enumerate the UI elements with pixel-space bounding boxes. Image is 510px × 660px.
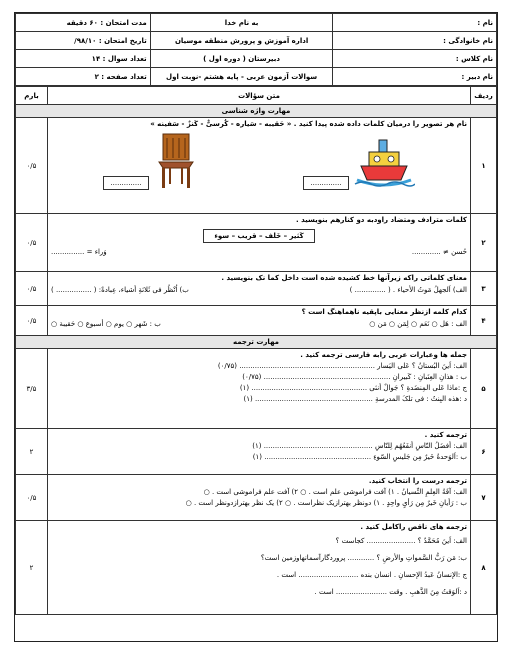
school: دبیرستان ( دوره اول ) bbox=[150, 50, 333, 68]
duration: مدت امتحان : ۶۰ دقیقه bbox=[16, 14, 151, 32]
q2-line-a[interactable]: حُسن ≠ ............. bbox=[411, 248, 467, 256]
q7-text: ترجمه درست را انتخاب کنید. bbox=[368, 477, 467, 485]
family-label: نام خانوادگی : bbox=[333, 32, 497, 50]
q5-score: ۳/۵ bbox=[16, 349, 48, 429]
q3-score: ۰/۵ bbox=[16, 272, 48, 306]
q8-num: ۸ bbox=[471, 521, 497, 615]
q3-num: ۳ bbox=[471, 272, 497, 306]
col-score: بارم bbox=[16, 87, 48, 105]
q1-item-ship bbox=[303, 136, 415, 190]
q1-score: ۰/۵ bbox=[16, 118, 48, 214]
exam-title: سوالات آزمون عربی - پایه هشتم -نوبت اول bbox=[150, 68, 333, 86]
q8-line-b[interactable]: ب: مَن رَبُّ السَّمواتِ والأرضِ ؟ ............ پروردگارآسمانهاوزمین است؟ bbox=[260, 554, 467, 562]
q7-a[interactable]: الف: آفَةُ العِلمِ النِّسیانُ . ۱) آفت فراموشی علم است . ○ ۲) آفت علم فراموشی است . ○ bbox=[203, 488, 467, 496]
q2-text: کلمات مترادف ومتضاد راودبه دو کنارهم بنویسید . bbox=[296, 216, 467, 224]
q2-num: ۲ bbox=[471, 214, 497, 272]
q2-score: ۰/۵ bbox=[16, 214, 48, 272]
q8-line-c[interactable]: ج :الإنسانُ عَبدُ الإحسانِ . انسان بنده ........................... است . bbox=[276, 571, 467, 579]
exam-sheet bbox=[14, 12, 498, 642]
q5-line-a[interactable]: الف: اَینَ البُستانُ ؟ عَلی الیَسار ............................................................. (۰/۷۵) bbox=[217, 362, 467, 370]
header-table bbox=[15, 13, 497, 86]
q3-a[interactable]: الف) اَلجهلُ مَوتُ الأحیاء . ( .............. ) bbox=[349, 286, 467, 294]
q7-b[interactable]: ب : رَأیانِ خَیرٌ مِن رَأیٍ واحِدٍ . ۱) دونظر بهترازیک نظراست . ○ ۲) یک نظر بهترازدونظر است . ○ bbox=[185, 499, 467, 507]
page-count: تعداد صفحه : ۲ bbox=[16, 68, 151, 86]
q2-body bbox=[48, 214, 471, 272]
q8-line-a[interactable]: الف: اَینَ مُحَمَّدٌ ؟ ...................... کجاست ؟ bbox=[335, 537, 467, 545]
q2-word-box: کَثیر – خَلف – قریب – سوء bbox=[203, 229, 314, 243]
q1-answer-1[interactable]: .............. bbox=[303, 176, 349, 190]
question-count: تعداد سوال : ۱۴ bbox=[16, 50, 151, 68]
q3-b[interactable]: ب) اُنْظُر فی ثَلاثةِ أشیاء، عِبادةٌ: ( ................ ) bbox=[51, 286, 189, 294]
q5-line-c[interactable]: ج :ماذا عَلی المِنضَدةِ ؟ جَوالٌ أُنثی .................................................... (۱) bbox=[239, 384, 467, 392]
q5-num: ۵ bbox=[471, 349, 497, 429]
col-row: ردیف bbox=[471, 87, 497, 105]
q2-line-b[interactable]: وَراء = ............... bbox=[51, 248, 107, 256]
q4-score: ۰/۵ bbox=[16, 306, 48, 336]
q4-body bbox=[48, 306, 471, 336]
q8-body bbox=[48, 521, 471, 615]
q7-score: ۰/۵ bbox=[16, 475, 48, 521]
col-text: متن سؤالات bbox=[48, 87, 471, 105]
q4-text: کدام کلمه ازنظر معنایی باپقیه ناهماهنگ است ؟ bbox=[301, 308, 467, 316]
office: اداره آموزش و پرورش منطقه موسیان bbox=[150, 32, 333, 50]
questions-table bbox=[15, 86, 497, 615]
section-translation: مهارت ترجمه bbox=[16, 336, 497, 349]
q6-score: ۲ bbox=[16, 429, 48, 475]
q6-line-b[interactable]: ب :اَلوَحدةُ خَیرٌ مِن جَلیسِ السّوءِ ................................................ (۱) bbox=[252, 453, 467, 461]
q7-body bbox=[48, 475, 471, 521]
q5-line-d[interactable]: د :هذه البِنتُ : فی تلکَ المدرسةِ ..................................................... (۱) bbox=[243, 395, 467, 403]
q4-a[interactable]: الف : هَل ○ نَعَم ○ لِمَن ○ مَن ○ bbox=[369, 320, 467, 328]
q3-text: معنای کلماتی راکه زیرآنها خط کشیده شده است داخل کما نک بنویسید . bbox=[221, 274, 467, 282]
q1-num: ۱ bbox=[471, 118, 497, 214]
q8-text: ترجمه های ناقص راکامل کنید . bbox=[360, 523, 467, 531]
teacher-label: نام دبیر : bbox=[333, 68, 497, 86]
q7-num: ۷ bbox=[471, 475, 497, 521]
q1-answer-2[interactable]: .............. bbox=[103, 176, 149, 190]
q5-line-b[interactable]: ب : هذانِ العِنَبانِ : کَبیرانِ ......................................................... (۰/۷۵) bbox=[242, 373, 467, 381]
q1-body bbox=[48, 118, 471, 214]
bismillah: به نام خدا bbox=[150, 14, 333, 32]
q4-num: ۴ bbox=[471, 306, 497, 336]
class-label: نام کلاس : bbox=[333, 50, 497, 68]
q5-text: جمله ها وعبارات عربی رابه فارسی ترجمه کنید . bbox=[300, 351, 467, 359]
chair-icon bbox=[153, 132, 199, 190]
q1-item-chair bbox=[103, 132, 199, 190]
q6-text: ترجمه کنید . bbox=[424, 431, 467, 439]
q5-body bbox=[48, 349, 471, 429]
exam-date: تاریخ امتحان : ۹۸/۱۰/ bbox=[16, 32, 151, 50]
q6-body bbox=[48, 429, 471, 475]
q3-body bbox=[48, 272, 471, 306]
q8-line-d[interactable]: د :اَلوَقتُ مِنَ الذَّهبِ . وقت ....................... است . bbox=[314, 588, 467, 596]
name-label: نام : bbox=[333, 14, 497, 32]
q1-text: نام هر تصویر را درمیان کلمات داده شده پیدا کنید . « حَقیبه - سَیاره - کُرسیٌّ - کَنزٌ - سَفینه » bbox=[150, 120, 467, 128]
q6-num: ۶ bbox=[471, 429, 497, 475]
q4-b[interactable]: ب : شَهر ○ یوم ○ أسبوع ○ حَقیبة ○ bbox=[51, 320, 161, 328]
q8-score: ۲ bbox=[16, 521, 48, 615]
q6-line-a[interactable]: الف: أفضَلُ النّاسِ أنفَعُهُم لِلنّاسِ ................................................. (۱) bbox=[252, 442, 467, 450]
ship-icon bbox=[353, 136, 415, 190]
section-vocab: مهارت واژه شناسی bbox=[16, 105, 497, 118]
